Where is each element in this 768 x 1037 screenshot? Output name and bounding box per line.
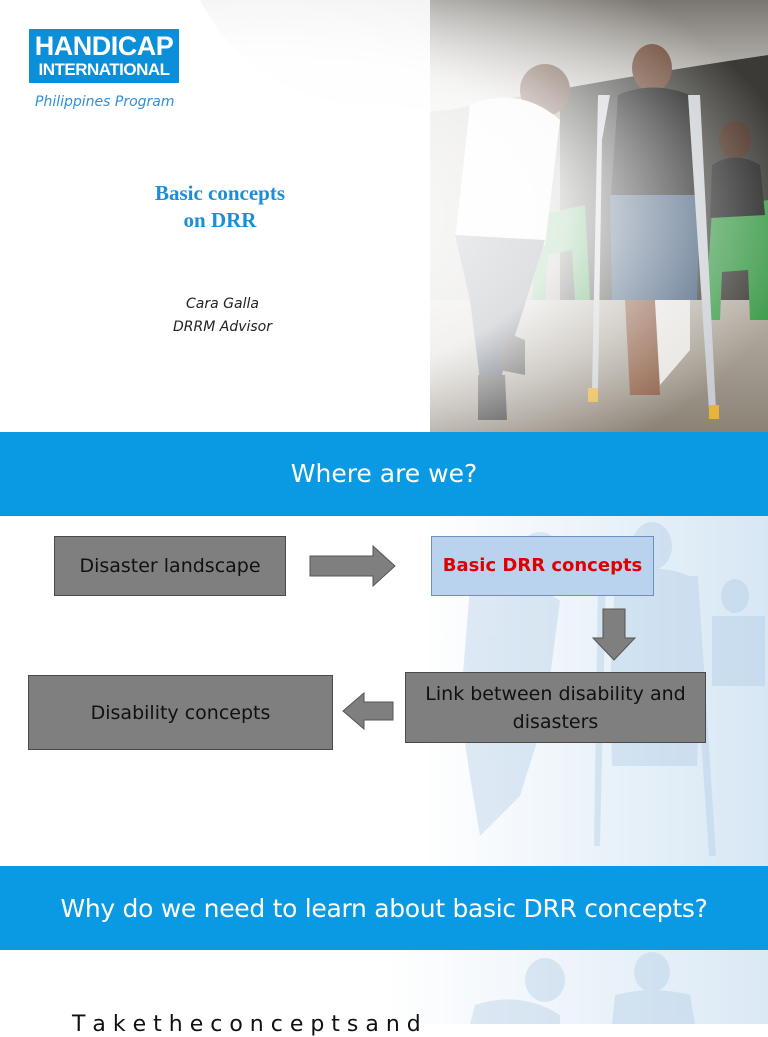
where-are-we-heading: Where are we? <box>0 432 768 516</box>
roadmap-slide <box>0 516 768 866</box>
why-learn-heading: Why do we need to learn about basic DRR concepts? <box>0 866 768 950</box>
arrow-down-icon <box>592 608 636 661</box>
basic-drr-concepts-box: Basic DRR concepts <box>431 536 654 596</box>
author-name: Cara Galla <box>186 296 259 312</box>
link-disability-disasters-box: Link between disability and disasters <box>405 672 706 743</box>
title-slide <box>0 0 768 432</box>
logo-line-2: INTERNATIONAL <box>38 60 170 79</box>
body-text-partial: T a k e t h e c o n c e p t s a n d <box>72 1012 421 1037</box>
disaster-landscape-box: Disaster landscape <box>54 536 286 596</box>
handicap-international-logo <box>29 29 179 83</box>
title-line-2: on DRR <box>183 208 257 232</box>
logo-line-1: HANDICAP <box>34 31 174 61</box>
program-label: Philippines Program <box>35 94 175 110</box>
why-learn-slide <box>0 950 768 1037</box>
arrow-left-icon <box>342 692 394 730</box>
slide-title <box>120 180 320 234</box>
author-role: DRRM Advisor <box>172 319 273 335</box>
arrow-right-icon <box>309 545 397 587</box>
disability-concepts-box: Disability concepts <box>28 675 333 750</box>
title-line-1: Basic concepts <box>154 181 286 205</box>
